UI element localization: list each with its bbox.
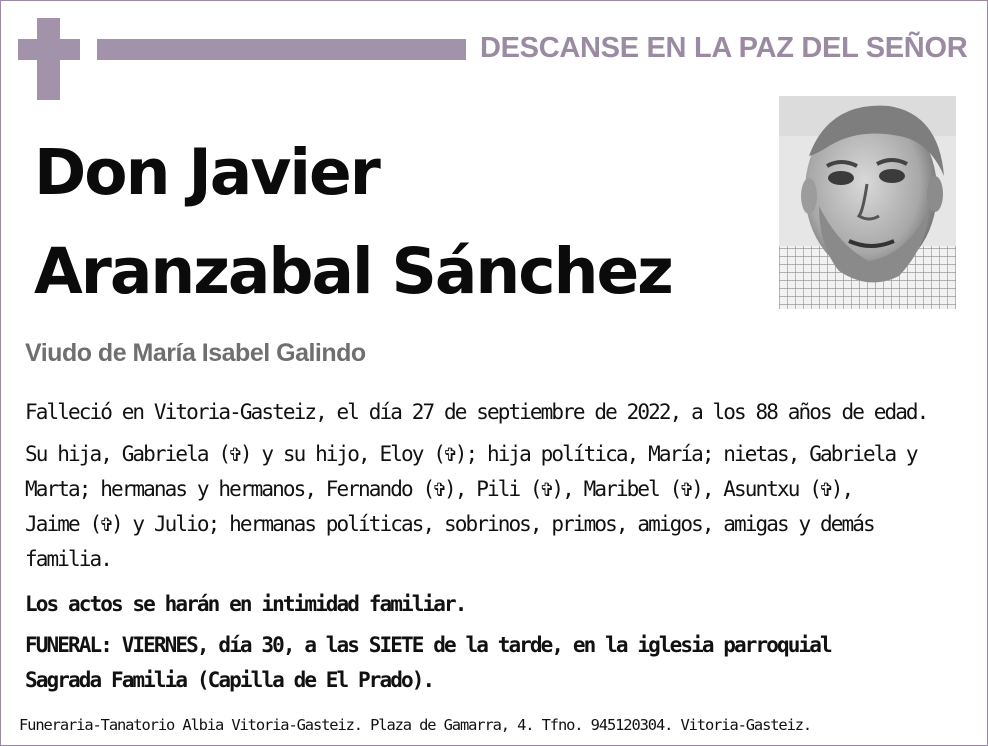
death-announcement: Falleció en Vitoria-Gasteiz, el día 27 de septiembre de 2022, a los 88 años de edad.: [25, 400, 928, 424]
family-line: Jaime (✞) y Julio; hermanas políticas, sobrinos, primos, amigos, amigas y demás: [25, 512, 874, 536]
portrait-photo-icon: [779, 96, 956, 309]
family-line: familia.: [25, 547, 111, 571]
funeral-notice: [25, 628, 831, 698]
deceased-name-line2: Aranzabal Sánchez: [34, 235, 672, 308]
family-line: Marta; hermanas y hermanos, Fernando (✞), Pili (✞), Maribel (✞), Asuntxu (✞),: [25, 477, 853, 501]
funeral-line: FUNERAL: VIERNES, día 30, a las SIETE de la tarde, en la iglesia parroquial: [25, 633, 831, 657]
funeral-home-footer: Funeraria-Tanatorio Albia Vitoria-Gasteiz. Plaza de Gamarra, 4. Tfno. 945120304. Vitoria-Gasteiz.: [19, 716, 812, 734]
deceased-name-line1: Don Javier: [34, 136, 379, 209]
header-title: DESCANSE EN LA PAZ DEL SEÑOR: [480, 32, 968, 64]
funeral-line: Sagrada Familia (Capilla de El Prado).: [25, 668, 434, 692]
header-bar: [97, 39, 466, 60]
family-line: Su hija, Gabriela (✞) y su hijo, Eloy (✞); hija política, María; nietas, Gabriela y: [25, 442, 917, 466]
acts-notice: Los actos se harán en intimidad familiar.: [25, 592, 466, 616]
portrait-photo: [779, 96, 956, 309]
family-list: [25, 437, 917, 577]
spouse-subtitle: Viudo de María Isabel Galindo: [25, 339, 366, 367]
cross-icon-horizontal: [18, 39, 80, 60]
